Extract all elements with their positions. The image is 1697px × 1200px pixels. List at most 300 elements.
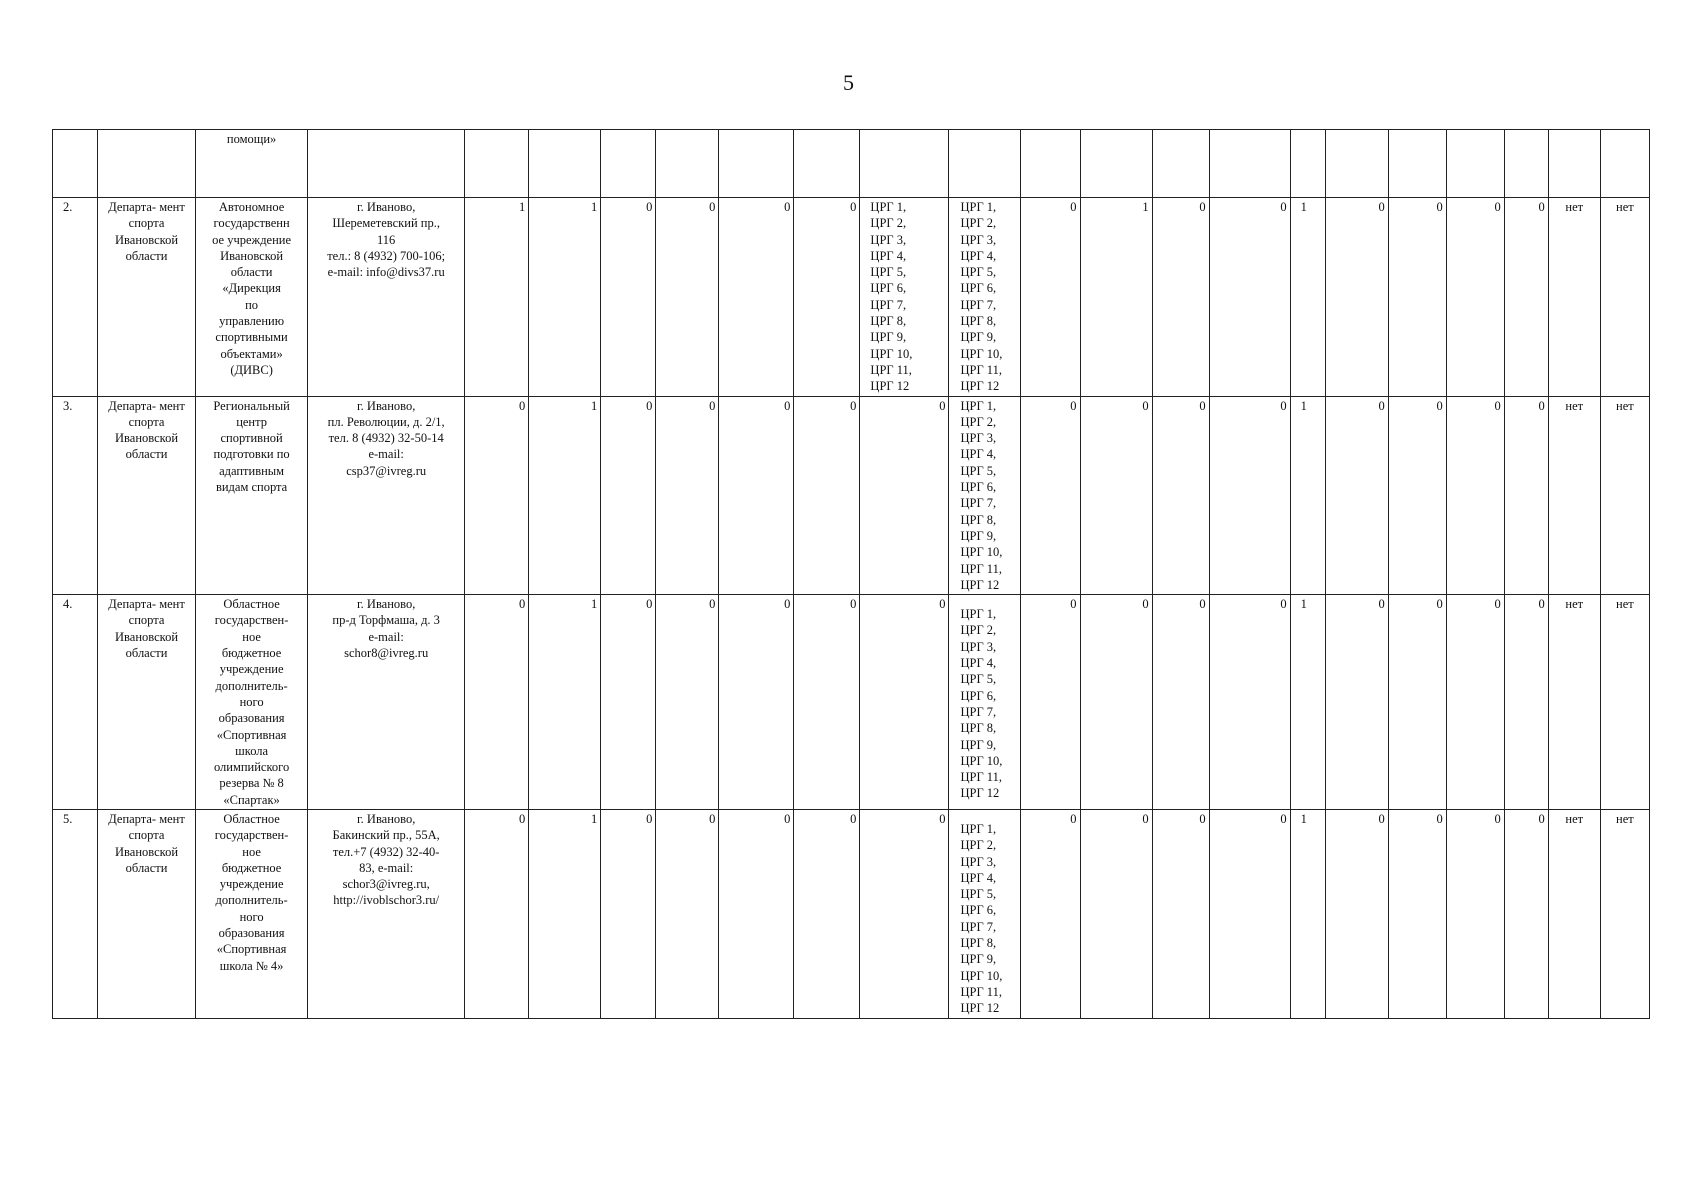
crg-item: ЦРГ 11, [960, 362, 1002, 377]
value-cell [1446, 595, 1504, 810]
value-v12: 0 [1378, 597, 1385, 612]
organization-line: дополнитель- [215, 893, 288, 908]
value-y2: нет [1616, 200, 1634, 214]
value-v4: 0 [709, 811, 716, 826]
founder-text: Департа- мент спорта Ивановской области [108, 200, 185, 263]
crg-item: ЦРГ 12 [960, 577, 1000, 592]
value-v3: 0 [646, 200, 653, 214]
organization-line: бюджетное [221, 646, 282, 661]
value-cell [1504, 595, 1548, 810]
value-v13: 0 [1436, 398, 1443, 413]
organization-cell [196, 396, 308, 595]
value-cell [719, 396, 794, 595]
crg-item: ЦРГ 4, [960, 870, 997, 885]
crg-list-cell-b [949, 809, 1020, 1018]
value-cell [794, 396, 860, 595]
organization-line: «Дирекция [222, 281, 281, 296]
value-cell [1446, 198, 1504, 397]
value-y1: нет [1565, 398, 1584, 413]
crg-item: ЦРГ 6, [960, 281, 997, 296]
crg-item: ЦРГ 11, [870, 362, 912, 377]
organization-line: «Спортивная [216, 727, 287, 742]
value-v2: 1 [591, 200, 598, 214]
crg-item: ЦРГ 7, [870, 297, 907, 312]
organization-line: учреждение [219, 877, 284, 892]
row-number: 4. [63, 597, 73, 612]
organization-line: спортивной [220, 431, 283, 446]
cell-spacer [960, 596, 1016, 606]
value-v2: 1 [591, 398, 598, 413]
address-line: csp37@ivreg.ru [346, 463, 427, 478]
value-v1: 1 [519, 200, 526, 214]
address-line: http://ivoblschor3.ru/ [333, 893, 440, 908]
table-cell [1325, 130, 1388, 198]
value-cell [1325, 809, 1388, 1018]
founder-cell [98, 809, 196, 1018]
value-cell [1209, 198, 1290, 397]
value-v7: 0 [1070, 811, 1077, 826]
value-v5: 0 [784, 597, 791, 612]
value-cell [1446, 809, 1504, 1018]
crg-item: ЦРГ 12 [960, 1001, 1000, 1016]
value-v11: 1 [1300, 200, 1307, 214]
value-cell [601, 198, 656, 397]
crg-item: ЦРГ 11, [960, 984, 1002, 999]
value-v12: 0 [1378, 200, 1385, 214]
value-v14: 0 [1494, 398, 1501, 413]
crg-item: ЦРГ 3, [960, 431, 997, 446]
value-cell [601, 595, 656, 810]
crg-item: ЦРГ 6, [960, 688, 997, 703]
organization-line: государствен- [214, 613, 289, 628]
crg-item: ЦРГ 10, [960, 346, 1003, 361]
value-v4: 0 [709, 200, 716, 214]
yes-no-cell [1548, 809, 1600, 1018]
address-line: г. Иваново, [356, 398, 416, 413]
organization-line: области [230, 265, 273, 280]
organization-line: резерва № 8 [219, 776, 284, 791]
value-v9: 0 [1199, 597, 1206, 612]
value-cell [1209, 595, 1290, 810]
table-cell [196, 130, 308, 198]
value-cell [1325, 198, 1388, 397]
value-cell [1290, 809, 1325, 1018]
value-v11: 1 [1300, 597, 1307, 612]
organization-line: видам спорта [215, 480, 288, 495]
crg-list-cell-a [860, 809, 949, 1018]
value-v10: 0 [1280, 398, 1287, 413]
crg-item: ЦРГ 6, [960, 480, 997, 495]
crg-item: ЦРГ 11, [960, 561, 1002, 576]
crg-item: ЦРГ 1, [960, 821, 997, 836]
row-number-cell [53, 809, 98, 1018]
organization-line: объектами» [220, 346, 283, 361]
value-cell [794, 595, 860, 810]
crg-list-cell-b [949, 595, 1020, 810]
value-cell [656, 809, 719, 1018]
yes-no-cell [1600, 396, 1649, 595]
table-row [53, 396, 1650, 595]
crg-list-cell-a [860, 396, 949, 595]
value-cell [1080, 809, 1152, 1018]
value-v6: 0 [850, 200, 857, 214]
organization-line: «Спартак» [223, 792, 280, 807]
address-cell [308, 595, 465, 810]
crg-item: ЦРГ 11, [960, 770, 1002, 785]
cell-spacer [960, 811, 1016, 821]
address-cell [308, 198, 465, 397]
value-v6: 0 [850, 811, 857, 826]
founder-cell [98, 396, 196, 595]
value-cell [601, 809, 656, 1018]
organization-cell [196, 809, 308, 1018]
row-number-cell [53, 396, 98, 595]
table-row [53, 130, 1650, 198]
value-v5: 0 [784, 398, 791, 413]
value-cell [656, 595, 719, 810]
organization-line: школа [235, 743, 269, 758]
address-line: Шереметевский пр., [332, 216, 440, 231]
value-cell [1152, 396, 1209, 595]
value-y2: нет [1616, 811, 1634, 826]
value-v7: 0 [1070, 398, 1077, 413]
table-cell [656, 130, 719, 198]
crg-a-value: 0 [939, 811, 946, 826]
crg-list-cell-b [949, 198, 1020, 397]
address-line: 116 [377, 232, 396, 247]
value-v2: 1 [591, 811, 598, 826]
value-cell [1209, 809, 1290, 1018]
value-v14: 0 [1494, 597, 1501, 612]
value-v8: 1 [1142, 200, 1149, 214]
organization-line: ного [239, 694, 264, 709]
value-cell [1388, 595, 1446, 810]
organization-line: ного [239, 909, 264, 924]
value-cell [529, 396, 601, 595]
value-cell [719, 198, 794, 397]
address-line: г. Иваново, [356, 811, 416, 826]
table-cell [1209, 130, 1290, 198]
table-cell [53, 130, 98, 198]
crg-item: ЦРГ 3, [870, 232, 907, 247]
row-number-cell [53, 595, 98, 810]
crg-item: ЦРГ 5, [960, 265, 997, 280]
value-v14: 0 [1494, 811, 1501, 826]
table-cell [949, 130, 1020, 198]
organization-line: (ДИВС) [230, 362, 273, 377]
table-cell [98, 130, 196, 198]
yes-no-cell [1548, 595, 1600, 810]
value-v7: 0 [1070, 200, 1077, 214]
value-cell [1504, 396, 1548, 595]
value-v15: 0 [1538, 398, 1545, 413]
value-v7: 0 [1070, 597, 1077, 612]
crg-list-cell-b [949, 396, 1020, 595]
value-cell [1020, 198, 1080, 397]
table-cell [794, 130, 860, 198]
address-line: e-mail: [368, 629, 404, 644]
value-cell [1080, 595, 1152, 810]
value-cell [1388, 198, 1446, 397]
yes-no-cell [1600, 809, 1649, 1018]
founder-text: Департа- мент спорта Ивановской области [108, 398, 185, 462]
crg-item: ЦРГ 5, [960, 672, 997, 687]
value-cell [601, 396, 656, 595]
crg-item: ЦРГ 7, [960, 297, 997, 312]
value-v8: 0 [1142, 597, 1149, 612]
value-cell [1152, 595, 1209, 810]
address-line: тел.+7 (4932) 32-40- [332, 844, 440, 859]
value-v3: 0 [646, 597, 653, 612]
crg-item: ЦРГ 10, [960, 968, 1003, 983]
crg-item: ЦРГ 7, [960, 496, 997, 511]
value-v5: 0 [784, 200, 791, 214]
value-v10: 0 [1280, 811, 1287, 826]
organization-line: образования [218, 926, 285, 941]
value-cell [529, 198, 601, 397]
value-v4: 0 [709, 597, 716, 612]
crg-item: ЦРГ 9, [960, 330, 997, 345]
value-cell [1504, 809, 1548, 1018]
value-cell [794, 198, 860, 397]
crg-item: ЦРГ 9, [960, 737, 997, 752]
value-v9: 0 [1199, 811, 1206, 826]
table-cell [529, 130, 601, 198]
organization-cell [196, 595, 308, 810]
value-v3: 0 [646, 811, 653, 826]
organization-line: центр [236, 414, 267, 429]
crg-item: ЦРГ 8, [960, 314, 997, 329]
value-y1: нет [1565, 200, 1584, 214]
organization-line: по [245, 297, 259, 312]
crg-item: ЦРГ 5, [960, 463, 997, 478]
organization-cell [196, 198, 308, 397]
value-cell [1290, 198, 1325, 397]
crg-item: ЦРГ 2, [960, 216, 997, 231]
table-cell [1290, 130, 1325, 198]
organization-line: «Спортивная [216, 942, 287, 957]
crg-item: ЦРГ 7, [960, 704, 997, 719]
crg-item: ЦРГ 1, [960, 398, 997, 413]
founder-text: Департа- мент спорта Ивановской области [108, 811, 185, 875]
crg-item: ЦРГ 12 [870, 379, 910, 394]
value-cell [656, 198, 719, 397]
crg-item: ЦРГ 7, [960, 919, 997, 934]
value-v1: 0 [519, 597, 526, 612]
value-cell [465, 595, 529, 810]
crg-item: ЦРГ 4, [870, 248, 907, 263]
value-v8: 0 [1142, 398, 1149, 413]
value-v2: 1 [591, 597, 598, 612]
address-line: пл. Революции, д. 2/1, [327, 414, 445, 429]
value-cell [465, 809, 529, 1018]
value-cell [1325, 595, 1388, 810]
address-line: 83, e-mail: [359, 860, 414, 875]
crg-item: ЦРГ 2, [960, 623, 997, 638]
crg-item: ЦРГ 8, [960, 512, 997, 527]
address-cell [308, 396, 465, 595]
table-cell [860, 130, 949, 198]
table-cell [1388, 130, 1446, 198]
crg-item: ЦРГ 12 [960, 786, 1000, 801]
crg-item: ЦРГ 5, [870, 265, 907, 280]
table-cell [1504, 130, 1548, 198]
row-number-cell [53, 198, 98, 397]
table-cell [719, 130, 794, 198]
page-number: 5 [843, 70, 854, 95]
value-v9: 0 [1199, 398, 1206, 413]
value-cell [1290, 396, 1325, 595]
crg-item: ЦРГ 10, [870, 346, 913, 361]
table-cell [465, 130, 529, 198]
crg-item: ЦРГ 10, [960, 545, 1003, 560]
value-v3: 0 [646, 398, 653, 413]
value-v13: 0 [1436, 597, 1443, 612]
value-cell [529, 809, 601, 1018]
value-v5: 0 [784, 811, 791, 826]
row-number: 5. [63, 811, 73, 826]
crg-item: ЦРГ 3, [960, 639, 997, 654]
crg-item: ЦРГ 2, [960, 414, 997, 429]
value-y1: нет [1565, 597, 1584, 612]
value-cell [1504, 198, 1548, 397]
data-table [52, 129, 1650, 1019]
crg-item: ЦРГ 9, [960, 528, 997, 543]
value-cell [719, 809, 794, 1018]
crg-item: ЦРГ 4, [960, 656, 997, 671]
value-y1: нет [1565, 811, 1584, 826]
value-cell [656, 396, 719, 595]
crg-item: ЦРГ 1, [870, 200, 907, 214]
crg-item: ЦРГ 8, [960, 721, 997, 736]
yes-no-cell [1548, 396, 1600, 595]
table-cell [1080, 130, 1152, 198]
organization-line: олимпийского [213, 760, 290, 775]
crg-item: ЦРГ 9, [870, 330, 907, 345]
crg-item: ЦРГ 6, [960, 903, 997, 918]
value-y2: нет [1616, 597, 1634, 612]
address-cell [308, 809, 465, 1018]
value-cell [1080, 396, 1152, 595]
value-v1: 0 [519, 398, 526, 413]
crg-item: ЦРГ 4, [960, 447, 997, 462]
organization-line: школа № 4» [219, 958, 284, 973]
value-cell [1152, 198, 1209, 397]
organization-line: Областное [223, 597, 280, 612]
yes-no-cell [1600, 595, 1649, 810]
crg-item: ЦРГ 3, [960, 232, 997, 247]
address-line: schor8@ivreg.ru [344, 646, 429, 661]
value-v10: 0 [1280, 597, 1287, 612]
organization-line: спортивными [215, 330, 288, 345]
organization-line: Автономное [218, 200, 285, 214]
address-line: тел. 8 (4932) 32-50-14 [328, 431, 444, 446]
address-line: г. Иваново, [356, 200, 416, 214]
value-v14: 0 [1494, 200, 1501, 214]
crg-item: ЦРГ 2, [960, 838, 997, 853]
crg-item: ЦРГ 6, [870, 281, 907, 296]
value-v8: 0 [1142, 811, 1149, 826]
value-v15: 0 [1538, 200, 1545, 214]
value-v12: 0 [1378, 398, 1385, 413]
value-v12: 0 [1378, 811, 1385, 826]
organization-line: образования [218, 711, 285, 726]
organization-line: адаптивным [219, 463, 285, 478]
value-cell [465, 198, 529, 397]
organization-line: ное [242, 629, 261, 644]
value-cell [719, 595, 794, 810]
table-cell [1446, 130, 1504, 198]
table-cell [1600, 130, 1649, 198]
org-name-fragment: помощи» [226, 132, 277, 146]
value-cell [1152, 809, 1209, 1018]
value-cell [1325, 396, 1388, 595]
value-cell [794, 809, 860, 1018]
value-v6: 0 [850, 398, 857, 413]
table-row [53, 595, 1650, 810]
value-v10: 0 [1280, 200, 1287, 214]
organization-line: ное [242, 844, 261, 859]
value-cell [1080, 198, 1152, 397]
founder-cell [98, 595, 196, 810]
value-v11: 1 [1300, 811, 1307, 826]
table-cell [1548, 130, 1600, 198]
crg-item: ЦРГ 1, [960, 607, 997, 622]
organization-line: государственн [213, 216, 290, 231]
organization-line: дополнитель- [215, 678, 288, 693]
table-cell [1020, 130, 1080, 198]
organization-line: ое учреждение [212, 232, 292, 247]
value-cell [1388, 396, 1446, 595]
organization-line: управлению [219, 314, 285, 329]
crg-item: ЦРГ 9, [960, 952, 997, 967]
value-v13: 0 [1436, 811, 1443, 826]
value-v9: 0 [1199, 200, 1206, 214]
value-v4: 0 [709, 398, 716, 413]
value-cell [529, 595, 601, 810]
value-v1: 0 [519, 811, 526, 826]
table-cell [308, 130, 465, 198]
crg-item: ЦРГ 12 [960, 379, 1000, 394]
value-v6: 0 [850, 597, 857, 612]
address-line: тел.: 8 (4932) 700-106; [327, 248, 446, 263]
crg-list-cell-a [860, 198, 949, 397]
table-row [53, 198, 1650, 397]
value-y2: нет [1616, 398, 1634, 413]
founder-cell [98, 198, 196, 397]
yes-no-cell [1548, 198, 1600, 397]
crg-a-value: 0 [939, 398, 946, 413]
address-line: e-mail: info@divs37.ru [327, 265, 445, 280]
organization-line: Ивановской [220, 248, 284, 263]
yes-no-cell [1600, 198, 1649, 397]
value-v15: 0 [1538, 597, 1545, 612]
table-cell [601, 130, 656, 198]
crg-item: ЦРГ 8, [960, 936, 997, 951]
table-row [53, 809, 1650, 1018]
organization-line: подготовки по [213, 447, 290, 462]
organization-line: Региональный [213, 398, 290, 413]
address-line: пр-д Торфмаша, д. 3 [332, 613, 440, 628]
value-v13: 0 [1436, 200, 1443, 214]
crg-item: ЦРГ 4, [960, 248, 997, 263]
crg-item: ЦРГ 2, [870, 216, 907, 231]
address-line: schor3@ivreg.ru, [342, 877, 430, 892]
value-cell [1020, 809, 1080, 1018]
crg-item: ЦРГ 10, [960, 753, 1003, 768]
value-cell [1209, 396, 1290, 595]
organization-line: учреждение [219, 662, 284, 677]
